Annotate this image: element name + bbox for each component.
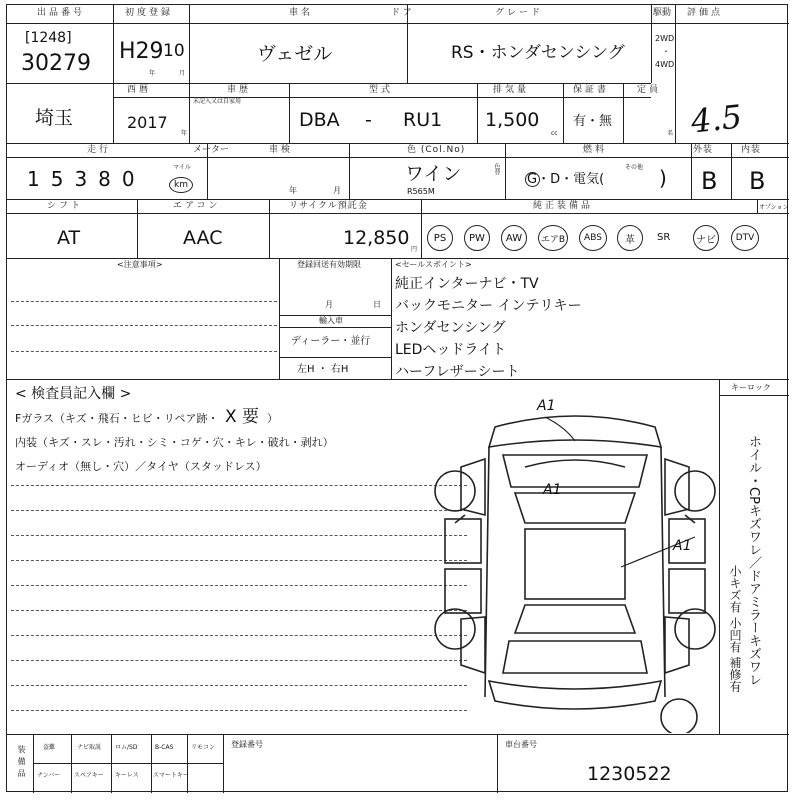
equip-sr: SR <box>657 232 671 243</box>
color-value: ワイン <box>405 163 462 185</box>
first-reg-month: 10 <box>163 41 185 61</box>
inspector-line1: Fガラス（キズ・飛石・ヒビ・リペア跡・ <box>15 412 219 425</box>
caution-label: <注意事項> <box>117 260 163 269</box>
auction-sheet <box>6 4 788 792</box>
mileage-unit-km: km <box>169 177 193 193</box>
fuel-label: 燃料 <box>583 145 608 155</box>
mileage-value: 15380 <box>27 167 146 191</box>
exterior-label: 外装 <box>693 145 714 155</box>
frame-value: 1230522 <box>587 763 672 785</box>
reg-label: 登録回送有効期限 <box>297 260 361 269</box>
region-value: 埼玉 <box>35 107 74 129</box>
model-value: ヴェゼル <box>257 43 333 65</box>
footer-item: ナンバー <box>37 772 61 779</box>
western-year: 2017 <box>127 113 168 132</box>
equip-dtv: DTV <box>731 225 759 251</box>
equip-pw: PW <box>464 225 490 251</box>
option-label: オプション <box>759 204 789 211</box>
mileage-unit-mile: マイル <box>173 164 191 171</box>
reg-month: 月 <box>325 300 333 309</box>
inspector-title: < 検査員記入欄 > <box>15 386 132 402</box>
equip-aw: AW <box>501 225 527 251</box>
capacity-label: 定員 <box>637 85 662 95</box>
frame-label: 車台番号 <box>505 740 537 749</box>
first-reg-label: 初度登録 <box>125 8 174 18</box>
footer-item: スペアキー <box>74 772 104 779</box>
lot-label: 出品番号 <box>37 8 86 18</box>
western-label: 西暦 <box>127 85 152 95</box>
import-label: 輸入車 <box>319 316 343 325</box>
meter-label: メーター <box>193 145 230 155</box>
warranty-label: 保証書 <box>573 85 610 95</box>
sales-label: <セールスポイント> <box>395 260 472 269</box>
score-label: 評価点 <box>687 8 724 18</box>
fuel-other: その他 <box>625 164 644 171</box>
type-value: RU1 <box>403 109 443 131</box>
footer-item: リモコン <box>191 744 216 751</box>
equip-leather: 革 <box>617 225 643 251</box>
capacity-unit: 名 <box>667 130 674 137</box>
inspection-year: 年 <box>289 186 297 195</box>
inspector-line1-mark: X 要 <box>225 407 260 427</box>
grade-value: RS・ホンダセンシング <box>451 43 625 63</box>
drive-dot: ・ <box>662 47 670 56</box>
ac-value: AAC <box>183 227 223 249</box>
color-code: R565M <box>407 187 435 196</box>
handle-value: 左H ・ 右H <box>297 364 349 375</box>
lot-number: 30279 <box>21 51 91 76</box>
color-change-label: 色替 <box>493 163 500 175</box>
footer-item: ロム/SD <box>115 744 138 751</box>
footer-item: B-CAS <box>155 744 174 751</box>
year-suffix: 年 <box>181 130 188 137</box>
first-reg-era: H29 <box>119 39 164 64</box>
reg-day: 日 <box>373 300 381 309</box>
equip-label: 純正装備品 <box>533 201 594 211</box>
recycle-label: リサイクル預託金 <box>289 201 368 211</box>
score-value: 4.5 <box>689 97 744 141</box>
disp-value: 1,500 <box>485 109 540 131</box>
inspector-line3: オーディオ（無し・穴）／タイヤ（スタッドレス） <box>15 460 267 473</box>
model-label: 車名 <box>289 8 314 18</box>
warranty-value: 有・無 <box>573 114 613 129</box>
drive-label: 駆動 <box>653 8 672 18</box>
side-note: ホイル・CPキズワレ／ドアミラーキズワレ <box>746 435 761 686</box>
shift-label: シフト <box>47 201 84 211</box>
type-prefix: DBA <box>299 109 340 131</box>
grade-label: グレード <box>495 8 544 18</box>
equip-navi: ナビ <box>693 225 719 251</box>
equip-abs: ABS <box>579 225 607 251</box>
disp-unit: cc <box>551 130 558 137</box>
footer-item: 盗難 <box>43 744 56 751</box>
equip-airbag: エアB <box>538 225 568 251</box>
ac-label: エアコン <box>173 201 221 211</box>
drive-2wd: 2WD <box>655 34 675 43</box>
month-mark: 月 <box>179 70 186 77</box>
sales-point: バックモニター インテリキー <box>395 298 582 314</box>
type-label: 型式 <box>369 85 394 95</box>
side-note-2: 小キズ有 小凹有 補修有 <box>728 565 742 693</box>
footer-item: ナビ取説 <box>77 744 102 751</box>
reg-no-label: 登録番号 <box>231 740 263 749</box>
damage-mark: A1 <box>673 538 692 554</box>
fuel-value: G・D・電気( <box>527 172 605 187</box>
exterior-value: B <box>701 167 718 195</box>
keylock-label: キーロック <box>731 383 771 392</box>
sales-point: ハーフレザーシート <box>395 364 520 380</box>
damage-mark: A1 <box>543 482 562 498</box>
shift-value: AT <box>57 227 81 249</box>
door-label: ドア <box>391 8 415 18</box>
interior-label: 内装 <box>741 145 762 155</box>
car-diagram <box>425 397 725 733</box>
drive-4wd: 4WD <box>655 60 675 69</box>
year-mark: 年 <box>149 70 156 77</box>
disp-label: 排気量 <box>493 85 530 95</box>
footer-item: キーレス <box>115 772 139 779</box>
interior-value: B <box>749 167 766 195</box>
sales-point: LEDヘッドライト <box>395 342 507 358</box>
inspector-line1-close: ） <box>267 412 278 425</box>
sales-point: ホンダセンシング <box>395 320 506 336</box>
footer-item: スマートキー <box>153 772 189 779</box>
recycle-unit: 円 <box>411 246 418 253</box>
lot-small: [1248] <box>25 30 72 46</box>
fuel-close: ) <box>659 166 667 190</box>
inspection-month: 月 <box>333 186 341 195</box>
sales-point: 純正インターナビ・TV <box>395 276 539 292</box>
inspection-label: 車検 <box>269 145 294 155</box>
inspector-line2: 内装（キズ・スレ・汚れ・シミ・コゲ・穴・キレ・破れ・剥れ） <box>15 436 334 449</box>
vehicle-class-note: 未記入又は自家用 <box>193 98 242 105</box>
footer-label: 装備品 <box>17 745 26 781</box>
recycle-value: 12,850 <box>343 227 410 249</box>
import-value: ディーラー・並行 <box>291 336 371 347</box>
damage-mark: A1 <box>537 398 556 414</box>
mileage-label: 走行 <box>87 145 112 155</box>
type-dash: - <box>365 109 372 131</box>
vehicle-class-label: 車歴 <box>227 85 252 95</box>
color-label: 色 (Col.No) <box>407 145 466 155</box>
equip-ps: PS <box>427 225 453 251</box>
